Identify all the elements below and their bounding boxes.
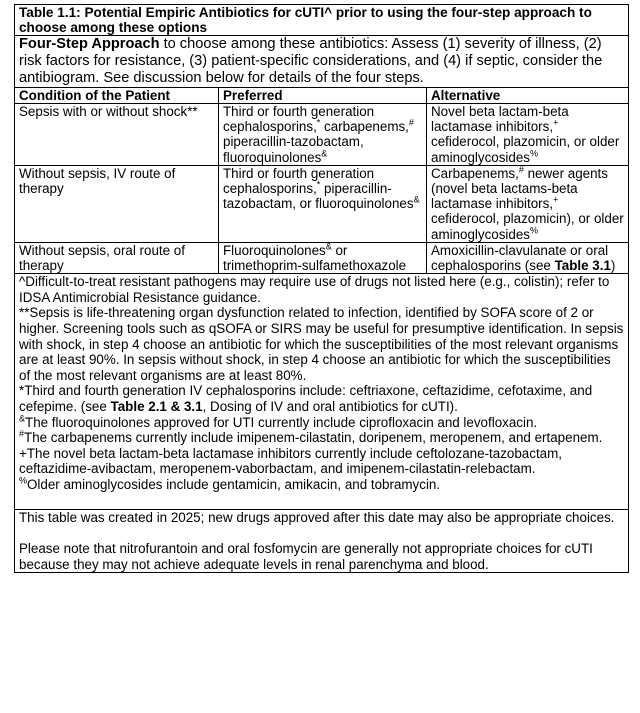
table-reference: Table 2.1 & 3.1 (110, 398, 203, 414)
header-alternative: Alternative (427, 88, 629, 104)
text-run: Fluoroquinolones (223, 242, 326, 258)
footnote-marker: # (19, 428, 25, 439)
text-run: Carbapenems, (431, 165, 519, 181)
text-run: Older aminoglycosides include gentamicin, amikacin, and tobramycin. (27, 476, 441, 492)
preferred-cell (219, 104, 427, 166)
footnote (19, 477, 624, 493)
text-run: Third or fourth generation cephalosporins, (223, 165, 375, 197)
four-step-approach-label: Four-Step Approach (19, 36, 160, 52)
footnote-marker: % (19, 475, 28, 486)
preferred-cell (219, 242, 427, 273)
text-run: or trimethoprim-sulfamethoxazole (223, 242, 407, 274)
text-run: ^Difficult-to-treat resistant pathogens may require use of drugs not listed here (e.g., colistin); refer to IDSA Antimicrobial Resistance guidance. (19, 274, 610, 305)
footnotes (15, 274, 629, 509)
footnote (19, 305, 624, 383)
footnote (19, 274, 624, 305)
text-run: Amoxicillin-clavulanate or oral cephalosporins (see (431, 242, 609, 274)
condition-cell: Sepsis with or without shock** (15, 104, 219, 166)
footnote-marker: + (553, 194, 559, 205)
alternative-cell (427, 104, 629, 166)
footnote-marker: # (518, 164, 524, 175)
text-run: *Third and fourth generation IV cephalosporins include: ceftriaxone, ceftazidime, cefotaxime, and cefepime. (see (19, 383, 593, 414)
footnote-marker: # (408, 117, 414, 128)
footnote-marker: % (530, 225, 539, 236)
four-step-approach (15, 36, 629, 88)
text-run: The carbapenems currently include imipenem-cilastatin, doripenem, meropenem, and ertapenem. (24, 430, 603, 446)
text-run: **Sepsis is life-threatening organ dysfunction related to infection, identified by SOFA score of 2 or higher. Screening tools such as qSOFA or SIRS may be useful for presumptive identification. In sepsis with shock, in step 4 choose an antibiotic for which the susceptibilities of the most relevant organisms are at least 90%. In sepsis without shock, in step 4 choose an antibiotic for which the susceptibilities of the most relevant organisms are at least 80%. (19, 305, 624, 383)
table-title: Table 1.1: Potential Empiric Antibiotics for cUTI^ prior to using the four-step approach to choose among these options (15, 5, 629, 36)
antibiotics-table (14, 4, 629, 573)
antibiotics-table-document (14, 4, 628, 573)
text-run: cefiderocol, plazomicin), or older aminoglycosides (431, 211, 624, 242)
condition-cell: Without sepsis, IV route of therapy (15, 165, 219, 242)
alternative-cell (427, 165, 629, 242)
table-row (15, 104, 629, 166)
preferred-cell (219, 165, 427, 242)
text-run: newer agents (novel beta lactams-beta lactamase inhibitors, (431, 165, 608, 212)
footnote-marker: + (553, 117, 559, 128)
footnote (19, 415, 624, 431)
text-run: Novel beta lactam-beta lactamase inhibitors, (431, 104, 569, 135)
text-run: piperacillin-tazobactam, or fluoroquinolones (223, 181, 414, 212)
footer-nitrofurantoin-note: Please note that nitrofurantoin and oral fosfomycin are generally not appropriate choices for cUTI because they may not achieve adequate levels in renal parenchyma and blood. (19, 541, 593, 572)
footnote-marker: * (316, 117, 321, 128)
four-step-approach-text: to choose among these antibiotics: Assess (1) severity of illness, (2) risk factors for resistance, (3) patient-specific considerations, and (4) if septic, consider the antibiogram. See discussion below for details of the four steps. (19, 36, 603, 86)
footnote (19, 383, 624, 414)
table-header-row (15, 88, 629, 104)
table-row (15, 165, 629, 242)
footnote-marker: & (325, 241, 332, 252)
footnote-marker: & (19, 413, 26, 424)
footnote (19, 446, 624, 477)
text-run: , Dosing of IV and oral antibiotics for cUTI). (202, 398, 458, 414)
footnote-marker: & (321, 148, 328, 159)
footnote-marker: & (413, 194, 420, 205)
text-run: The fluoroquinolones approved for UTI currently include ciprofloxacin and levofloxacin. (25, 414, 538, 430)
text-run: ) (610, 258, 616, 274)
text-run: +The novel beta lactam-beta lactamase inhibitors currently include ceftolozane-tazobactam, ceftazidime-avibactam, meropenem-vaborbactam, and imipenem-cilastatin-relebactam. (19, 445, 562, 477)
condition-cell: Without sepsis, oral route of therapy (15, 242, 219, 273)
text-run: Third or fourth generation cephalosporins, (223, 104, 375, 135)
header-condition: Condition of the Patient (15, 88, 219, 104)
footer-created-note: This table was created in 2025; new drugs approved after this date may also be appropriate choices. (19, 509, 615, 525)
table-reference: Table 3.1 (554, 258, 611, 274)
text-run: piperacillin-tazobactam, fluoroquinolones (223, 134, 364, 165)
table-row (15, 242, 629, 273)
text-run: cefiderocol, plazomicin, or older aminoglycosides (431, 134, 620, 165)
footnote (19, 430, 624, 446)
footnote-marker: * (316, 179, 321, 190)
table-footer (15, 509, 629, 573)
alternative-cell (427, 242, 629, 273)
footnote-marker: % (530, 148, 539, 159)
text-run: carbapenems, (320, 119, 409, 135)
header-preferred: Preferred (219, 88, 427, 104)
